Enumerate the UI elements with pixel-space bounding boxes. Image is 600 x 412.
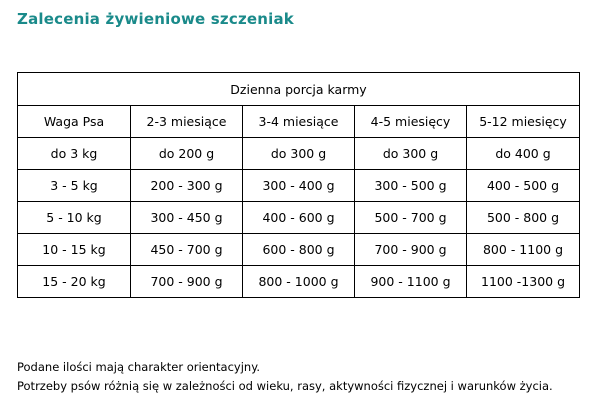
page-title: Zalecenia żywieniowe szczeniak bbox=[17, 10, 294, 28]
table-cell: 400 - 600 g bbox=[243, 202, 355, 234]
table-row bbox=[18, 170, 580, 202]
table-cell: 300 - 400 g bbox=[243, 170, 355, 202]
table-cell: do 300 g bbox=[243, 138, 355, 170]
table-cell: 1100 -1300 g bbox=[467, 266, 580, 298]
table-cell: 300 - 450 g bbox=[131, 202, 243, 234]
table-cell: do 400 g bbox=[467, 138, 580, 170]
table-cell: 900 - 1100 g bbox=[355, 266, 467, 298]
table-caption-row bbox=[18, 73, 580, 106]
table-cell: 800 - 1000 g bbox=[243, 266, 355, 298]
table-cell: 3 - 5 kg bbox=[18, 170, 131, 202]
table-cell: 700 - 900 g bbox=[355, 234, 467, 266]
table-caption: Dzienna porcja karmy bbox=[18, 73, 580, 106]
table-header-row bbox=[18, 106, 580, 138]
table-cell: 5 - 10 kg bbox=[18, 202, 131, 234]
table-cell: 200 - 300 g bbox=[131, 170, 243, 202]
table-cell: 500 - 700 g bbox=[355, 202, 467, 234]
table-cell: 400 - 500 g bbox=[467, 170, 580, 202]
feeding-table bbox=[17, 72, 580, 298]
note-needs: Potrzeby psów różnią się w zależności od wieku, rasy, aktywności fizycznej i warunków życia. bbox=[17, 379, 553, 393]
table-cell: 800 - 1100 g bbox=[467, 234, 580, 266]
table-row bbox=[18, 234, 580, 266]
table-cell: do 300 g bbox=[355, 138, 467, 170]
table-row bbox=[18, 202, 580, 234]
header-age-5-12: 5-12 miesięcy bbox=[467, 106, 580, 138]
table-cell: do 200 g bbox=[131, 138, 243, 170]
header-age-2-3: 2-3 miesiące bbox=[131, 106, 243, 138]
table-cell: 450 - 700 g bbox=[131, 234, 243, 266]
table-row bbox=[18, 266, 580, 298]
header-weight: Waga Psa bbox=[18, 106, 131, 138]
header-age-3-4: 3-4 miesiące bbox=[243, 106, 355, 138]
table-cell: 700 - 900 g bbox=[131, 266, 243, 298]
header-age-4-5: 4-5 miesięcy bbox=[355, 106, 467, 138]
notes bbox=[17, 358, 553, 396]
table-cell: 600 - 800 g bbox=[243, 234, 355, 266]
table-cell: 300 - 500 g bbox=[355, 170, 467, 202]
table-cell: do 3 kg bbox=[18, 138, 131, 170]
table-cell: 500 - 800 g bbox=[467, 202, 580, 234]
table-cell: 15 - 20 kg bbox=[18, 266, 131, 298]
table-row bbox=[18, 138, 580, 170]
note-orientation: Podane ilości mają charakter orientacyjny. bbox=[17, 360, 261, 374]
table-cell: 10 - 15 kg bbox=[18, 234, 131, 266]
